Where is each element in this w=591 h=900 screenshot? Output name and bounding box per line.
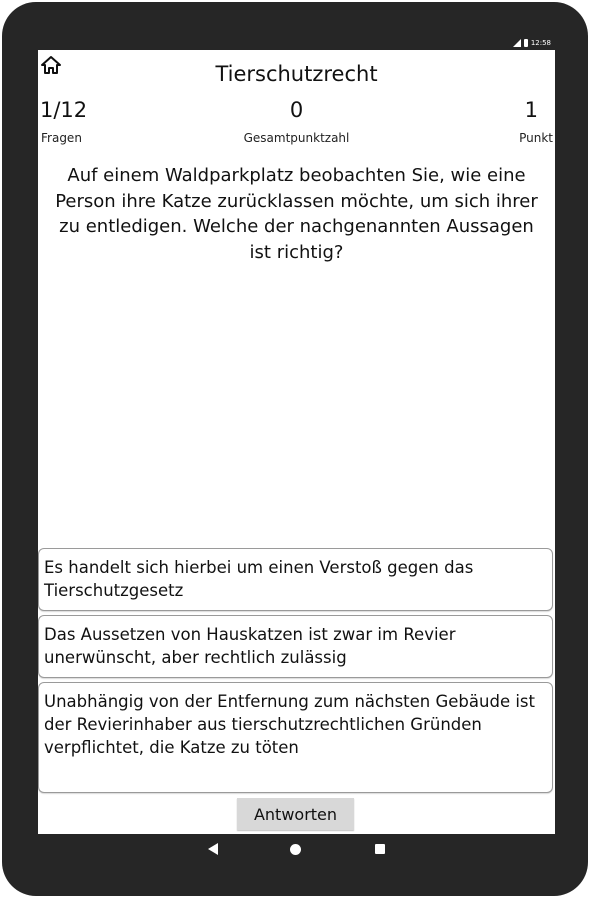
answer-option-3[interactable] xyxy=(38,682,553,793)
answer-option-label: Es handelt sich hierbei um einen Verstoß gegen das Tierschutzgesetz xyxy=(44,558,474,600)
recent-square-icon[interactable] xyxy=(375,844,385,854)
app-screen xyxy=(38,38,555,834)
battery-icon xyxy=(524,39,528,47)
android-nav-bar xyxy=(38,834,555,866)
signal-icon xyxy=(513,39,521,47)
points-label: Punkt xyxy=(519,131,553,145)
page-title: Tierschutzrecht xyxy=(215,62,378,86)
status-bar xyxy=(38,38,555,50)
submit-answer-button[interactable]: Antworten xyxy=(237,798,354,830)
points-value: 1 xyxy=(524,98,538,122)
answer-option-2[interactable] xyxy=(38,615,553,678)
answer-option-label: Unabhängig von der Entfernung zum nächsten Gebäude ist der Revierinhaber aus tierschutzrechtlichen Gründen verpflichtet, die Katze zu töten xyxy=(44,692,535,757)
question-text: Auf einem Waldparkplatz beobachten Sie, wie eine Person ihre Katze zurücklassen möchte, um sich ihrer zu entledigen. Welche der nachgenannten Aussagen ist richtig? xyxy=(55,165,538,263)
questions-label: Fragen xyxy=(41,131,82,145)
questions-count: 1/12 xyxy=(40,98,88,122)
total-score: 0 xyxy=(289,98,304,122)
answer-option-1[interactable] xyxy=(38,548,553,611)
status-time: 12:58 xyxy=(530,39,551,47)
total-score-label: Gesamtpunktzahl xyxy=(243,131,350,145)
status-icons xyxy=(513,39,551,47)
answer-option-label: Das Aussetzen von Hauskatzen ist zwar im Revier unerwünscht, aber rechtlich zulässig xyxy=(44,625,456,667)
back-triangle-icon[interactable] xyxy=(208,843,218,855)
home-circle-icon[interactable] xyxy=(290,844,301,855)
